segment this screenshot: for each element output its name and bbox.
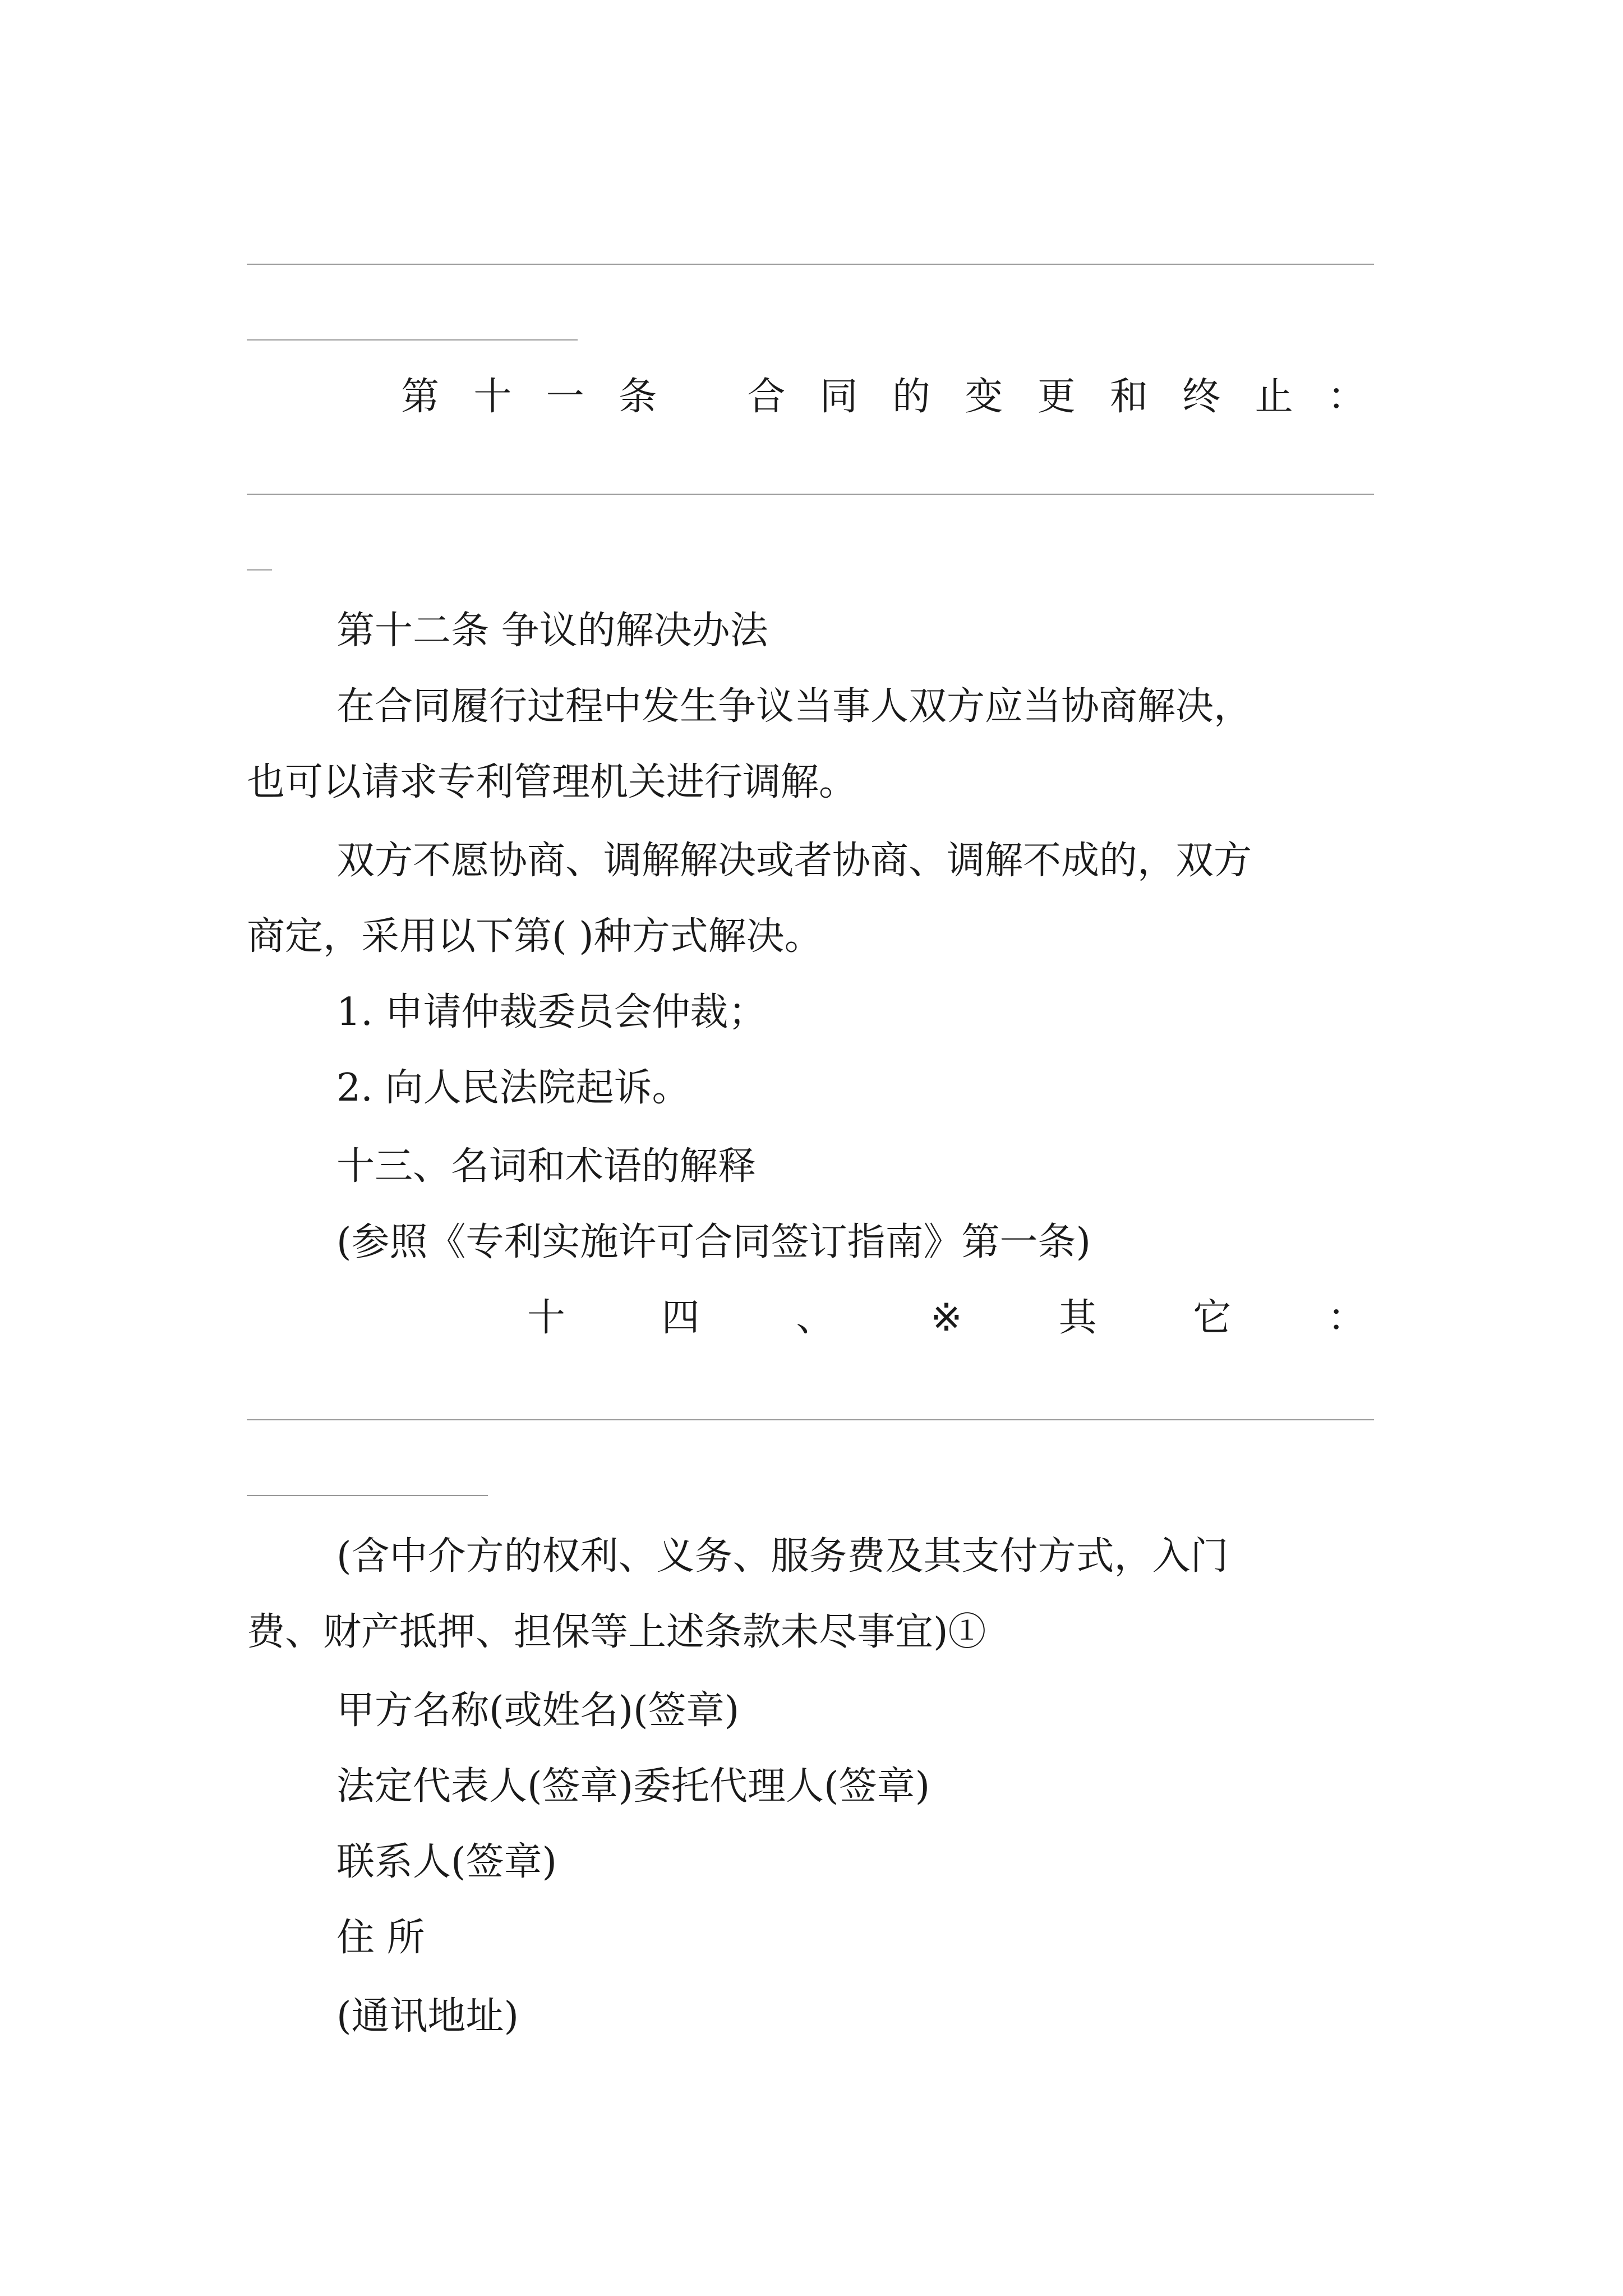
article13-heading: 十三、名词和术语的解释 (336, 1144, 757, 1189)
article14-char: 其 (1058, 1296, 1097, 1340)
article14-char: ： (1327, 1296, 1366, 1340)
article12-heading: 第十二条 争议的解决办法 (336, 609, 768, 653)
blank-line-4 (247, 569, 272, 570)
article13-note: (参照《专利实施许可合同签订指南》第一条) (336, 1220, 1091, 1264)
article14-heading (527, 1290, 1366, 1346)
article11-char: 同 (819, 375, 858, 419)
blank-line-6 (247, 1495, 488, 1496)
article12-para2-line1: 双方不愿协商、调解解决或者协商、调解不成的，双方 (336, 839, 1252, 883)
contact-person: 联系人(签章) (336, 1840, 557, 1884)
article11-char: 更 (1037, 375, 1076, 419)
blank-line-2 (247, 339, 578, 341)
article11-char: 终 (1182, 375, 1221, 419)
article11-char: 止 (1255, 375, 1293, 419)
article11-char: 和 (1109, 375, 1148, 419)
article11-heading (401, 369, 1366, 425)
article12-option1: 1. 申请仲裁委员会仲裁； (336, 990, 767, 1034)
article12-option2: 2. 向人民法院起诉。 (336, 1066, 690, 1110)
blank-line-3 (247, 494, 1374, 495)
legal-representative: 法定代表人(签章)委托代理人(签章) (336, 1764, 930, 1809)
article11-char: 合 (747, 375, 786, 419)
article11-char: 变 (965, 375, 1003, 419)
mailing-address-label: (通讯地址) (336, 1994, 519, 2039)
address-label: 住 所 (336, 1916, 425, 1960)
article14-note-line1: (含中介方的权利、义务、服务费及其支付方式，入门 (336, 1534, 1229, 1579)
party-a-name: 甲方名称(或姓名)(签章) (336, 1688, 740, 1733)
article12-para1-line1: 在合同履行过程中发生争议当事人双方应当协商解决， (336, 684, 1252, 729)
article14-char: ※ (930, 1296, 962, 1340)
article11-char: 条 (618, 375, 657, 419)
article14-char: 、 (796, 1296, 834, 1340)
article12-para1-line2: 也可以请求专利管理机关进行调解。 (247, 760, 857, 804)
article11-char: 的 (892, 375, 930, 419)
article14-char: 它 (1193, 1296, 1232, 1340)
article11-char: 第 (401, 375, 440, 419)
article14-char: 四 (661, 1296, 700, 1340)
article11-char: ： (1327, 375, 1366, 419)
blank-line-5 (247, 1419, 1374, 1420)
article14-note-line2: 费、财产抵押、担保等上述条款未尽事宜)① (247, 1610, 986, 1654)
article11-char: 十 (473, 375, 512, 419)
article12-para2-line2: 商定，采用以下第( )种方式解决。 (247, 914, 823, 959)
blank-line-1 (247, 264, 1374, 265)
article14-char: 十 (527, 1296, 566, 1340)
article11-char: 一 (546, 375, 584, 419)
